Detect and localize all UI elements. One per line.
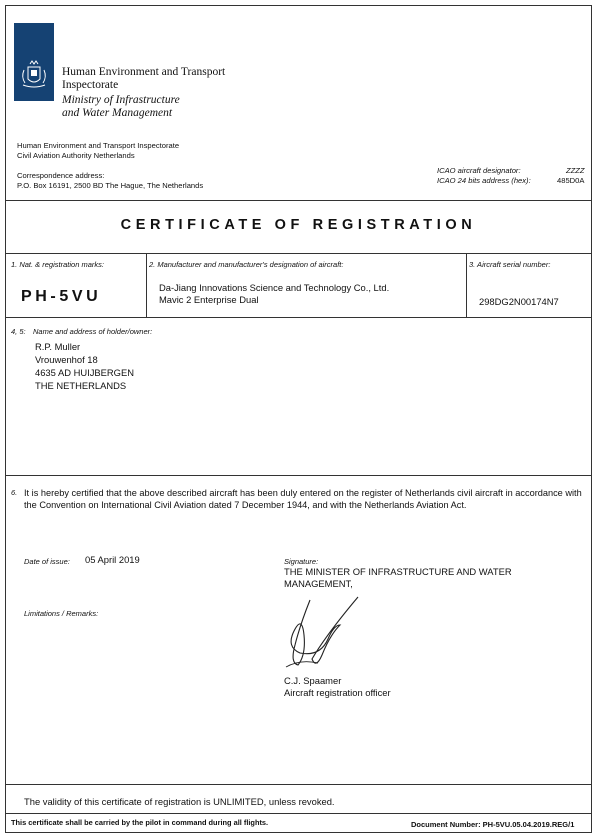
org-name-line1: Human Environment and Transport [62,66,226,78]
signatory [284,566,512,590]
icao-designator-label: ICAO aircraft designator: [437,166,521,175]
title-bottom-rule [5,253,592,254]
serial-label: 3. Aircraft serial number: [469,260,551,269]
holder-street: Vrouwenhof 18 [35,354,98,365]
registration-mark: PH-5VU [21,288,102,305]
manufacturer-block [159,282,389,306]
validity-top-rule [5,784,592,785]
holder-address [35,340,134,392]
handwritten-signature [270,595,370,675]
icao-designator-value: ZZZZ [566,166,585,175]
ministry-line2: and Water Management [62,107,173,119]
field-divider-1 [146,253,147,317]
signatory-line2: MANAGEMENT, [284,578,353,589]
icao-24bit-label: ICAO 24 bits address (hex): [437,176,531,185]
manufacturer-name: Da-Jiang Innovations Science and Technology Co., Ltd. [159,282,390,293]
authority-line2: Civil Aviation Authority Netherlands [17,150,135,160]
limitations-label: Limitations / Remarks: [24,609,99,618]
icao-24bit-value: 485D0A [557,176,585,185]
certificate-title: CERTIFICATE OF REGISTRATION [120,217,477,233]
correspondence-label: Correspondence address: [17,171,105,180]
certification-number: 6. [11,488,18,497]
government-logo [14,23,54,101]
holder-bottom-rule [5,475,592,476]
issue-date: 05 April 2019 [85,554,140,565]
reg-marks-label: 1. Nat. & registration marks: [11,260,104,269]
title-top-rule [5,200,592,201]
signer-block [284,675,391,699]
correspondence-block [17,171,203,190]
coat-of-arms-icon [14,23,54,101]
date-label: Date of issue: [24,557,70,566]
holder-label: Name and address of holder/owner: [33,327,153,336]
signer-name: C.J. Spaamer [284,675,342,686]
signatory-line1: THE MINISTER OF INFRASTRUCTURE AND WATER [284,566,512,577]
aircraft-model: Mavic 2 Enterprise Dual [159,294,259,305]
certificate-frame [5,5,592,833]
fields-bottom-rule [5,317,592,318]
validity-statement: The validity of this certificate of registration is UNLIMITED, unless revoked. [24,796,335,807]
holder-name: R.P. Muller [35,341,81,352]
holder-label-number: 4, 5: [11,327,26,336]
holder-country: THE NETHERLANDS [35,380,127,391]
ministry-name [62,94,180,120]
correspondence-address: P.O. Box 16191, 2500 BD The Hague, The Netherlands [17,180,204,190]
org-name-line2: Inspectorate [62,79,119,91]
field-divider-2 [466,253,467,317]
carry-note: This certificate shall be carried by the pilot in command during all flights. [11,818,269,827]
holder-city: 4635 AD HUIJBERGEN [35,367,134,378]
footer-top-rule [5,813,592,814]
authority-line1: Human Environment and Transport Inspectorate [17,141,180,150]
authority-block [17,141,179,160]
certification-text: It is hereby certified that the above described aircraft has been duly entered on the register of Netherlands civil aircraft in accordance with the Convention on International Civil Aviation dated 7 December 1944, and with the Netherlands Aviation Act. [24,488,582,510]
ministry-line1: Ministry of Infrastructure [62,94,180,106]
document-number: Document Number: PH-5VU.05.04.2019.REG/1 [411,820,575,829]
org-name [62,66,225,92]
serial-number: 298DG2N00174N7 [479,296,559,307]
signer-title: Aircraft registration officer [284,687,391,698]
manufacturer-label: 2. Manufacturer and manufacturer's designation of aircraft: [149,260,344,269]
signature-label: Signature: [284,557,319,566]
